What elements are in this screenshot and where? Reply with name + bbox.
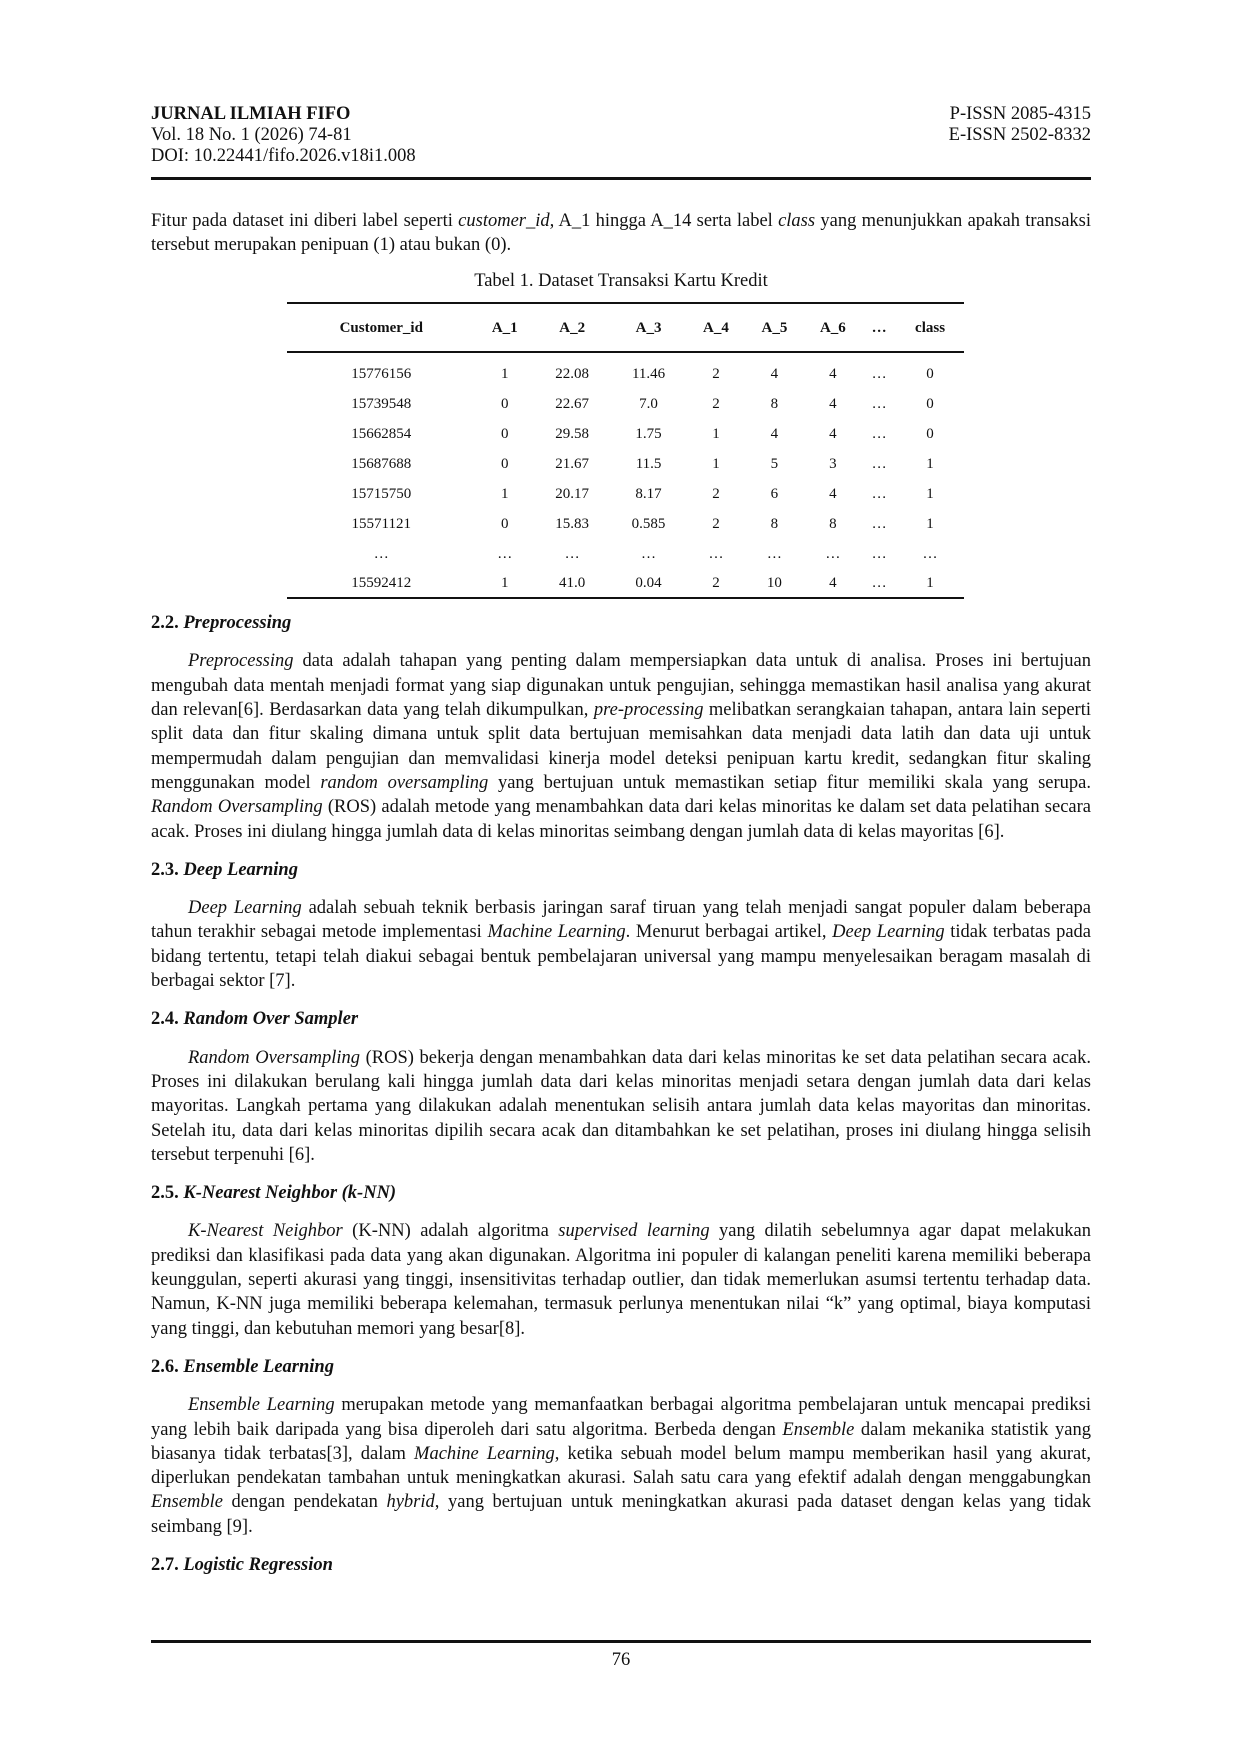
text: Fitur pada dataset ini diberi label seperti: [151, 211, 459, 231]
intro-paragraph: [151, 209, 1091, 258]
table-cell: 20.17: [555, 486, 590, 503]
text: , yang bertujuan untuk meningkatkan akurasi pada dataset dengan kelas yang tidak seimbang [9].: [151, 1492, 1091, 1537]
table-cell: 1: [926, 516, 934, 533]
text: dalam mekanika statistik yang biasanya tidak terbatas[3], dalam: [151, 1419, 1092, 1464]
body-text: [151, 209, 1091, 1591]
text: tidak terbatas pada bidang tertentu, tetapi telah diakui sebagai bentuk pembelajaran universal yang mampu menyelesaikan beragam masalah di berbagai sektor [7].: [151, 922, 1092, 992]
table-cell: 10: [745, 569, 803, 598]
section-heading-2-3: [151, 858, 1091, 882]
text: random oversampling: [320, 772, 489, 793]
text: yang dilatih sebelumnya agar dapat melakukan prediksi dan klasifikasi pada data yang akan digunakan. Algoritma ini populer di kalangan peneliti karena memiliki beberapa keunggulan, seperti akurasi yang tinggi, insensitivitas terhadap outlier, dan tidak memerlukan asumsi tertentu terhadap data. Namun, K-NN juga memiliki beberapa kelemahan, termasuk perlunya menentukan nilai “k” yang optimal, biaya komputasi yang tinggi, dan kebutuhan memori yang besar[8].: [151, 1221, 1091, 1339]
journal-info: [151, 104, 416, 167]
text: customer_id,: [458, 211, 555, 231]
column-header: …: [862, 303, 896, 352]
table-row: [287, 539, 964, 569]
table-cell: …: [373, 546, 389, 563]
table-cell: …: [871, 396, 887, 413]
text: class: [778, 211, 816, 231]
table-cell: 2: [712, 516, 720, 533]
journal-volume: Vol. 18 No. 1 (2026) 74-81: [151, 125, 352, 145]
column-header: A_4: [687, 303, 745, 352]
section-title: Logistic Regression: [183, 1554, 333, 1575]
table-cell: 8: [770, 516, 779, 533]
table-cell: …: [871, 516, 887, 533]
section-title: Deep Learning: [183, 859, 298, 880]
text: A_1 hingga A_14 serta label: [554, 211, 779, 231]
table-row: [287, 419, 964, 449]
text: supervised learning: [558, 1221, 710, 1242]
table-cell: 1: [712, 426, 720, 443]
table-cell: 15715750: [351, 486, 412, 503]
table-cell: 8: [770, 396, 779, 413]
table-cell: 4: [829, 366, 837, 383]
table-row: [287, 569, 964, 598]
text: (ROS) adalah metode yang menambahkan data dari kelas minoritas ke dalam set data pelatihan secara acak. Proses ini diulang hingga jumlah data di kelas minoritas seimbang dengan jumlah data di kelas mayoritas [6].: [151, 797, 1092, 842]
header-rule: [151, 177, 1091, 180]
table-cell: …: [922, 546, 938, 563]
section-number: 2.4.: [151, 1009, 184, 1030]
issn-info: [949, 104, 1091, 146]
text: Machine Learning: [414, 1443, 555, 1464]
table-cell: …: [564, 546, 580, 563]
paragraph-preprocessing: [151, 649, 1091, 843]
text: data adalah tahapan yang penting dalam mempersiapkan data untuk di analisa. Proses ini bertujuan mengubah data mentah menjadi format yang siap digunakan untuk pengujian, sehingga memastikan hasil analisa yang akurat dan relevan[6]. Berdasarkan data yang telah dikumpulkan,: [151, 651, 1091, 721]
section-number: 2.7.: [151, 1554, 184, 1575]
table-cell: 8.17: [635, 486, 662, 503]
table-cell: 15662854: [351, 426, 412, 443]
section-title: K-Nearest Neighbor (k-NN): [183, 1183, 397, 1204]
table-cell: 22.08: [555, 366, 590, 383]
section-title: Ensemble Learning: [183, 1356, 334, 1377]
section-number: 2.3.: [151, 859, 184, 880]
table-cell: …: [708, 546, 724, 563]
table-cell: 11.46: [631, 366, 666, 383]
table-cell: 8: [829, 516, 837, 533]
table-cell: 0: [926, 366, 934, 383]
section-heading-2-4: [151, 1007, 1091, 1031]
table-cell: 21.67: [555, 456, 590, 473]
table-cell: 0.04: [610, 569, 686, 598]
column-header: A_6: [804, 303, 862, 352]
table-cell: 0: [501, 396, 509, 413]
table-cell: 4: [829, 426, 837, 443]
table-cell: …: [862, 569, 896, 598]
table-cell: 15571121: [351, 516, 411, 533]
section-number: 2.2.: [151, 613, 184, 634]
table-cell: 4: [770, 366, 779, 383]
table-cell: …: [871, 456, 887, 473]
text: dengan pendekatan: [222, 1492, 387, 1513]
footer-rule: [151, 1640, 1091, 1643]
text: (K-NN) adalah algoritma: [342, 1221, 559, 1242]
table-cell: 1: [476, 569, 534, 598]
text: yang bertujuan untuk memastikan setiap fitur memiliki skala yang serupa.: [488, 772, 1091, 793]
table-cell: 4: [804, 569, 862, 598]
section-number: 2.6.: [151, 1356, 184, 1377]
column-header: A_3: [610, 303, 686, 352]
section-heading-2-7: [151, 1553, 1091, 1577]
text: K-Nearest Neighbor: [188, 1221, 343, 1242]
table-cell: 0: [501, 426, 509, 443]
text: Preprocessing: [188, 651, 294, 672]
table-row: [287, 509, 964, 539]
section-number: 2.5.: [151, 1183, 184, 1204]
text: Deep Learning: [188, 898, 302, 919]
table-cell: 15687688: [351, 456, 412, 473]
table-cell: 29.58: [555, 426, 590, 443]
table-cell: 15.83: [555, 516, 590, 533]
text: (ROS) bekerja dengan menambahkan data dari kelas minoritas ke set data pelatihan secara acak. Proses ini dilakukan berulang kali hingga jumlah data dari kelas minoritas menjadi setara dengan jumlah data dari kelas mayoritas. Langkah pertama yang dilakukan adalah menentukan selisih antara jumlah data kelas mayoritas dan minoritas. Setelah itu, data dari kelas minoritas dipilih secara acak dan ditambahkan ke set pelatihan, proses ini diulang hingga selisih tersebut terpenuhi [6].: [151, 1047, 1091, 1165]
text: Ensemble Learning: [188, 1395, 335, 1416]
table-cell: 2: [712, 486, 720, 503]
table-row: [287, 389, 964, 419]
paragraph-deep-learning: [151, 896, 1091, 993]
table-cell: …: [871, 366, 887, 383]
table-row: [287, 352, 964, 389]
table-cell: 1: [926, 486, 934, 503]
table-cell: 1: [501, 486, 509, 503]
text: Random Oversampling: [188, 1047, 361, 1068]
table-cell: 15592412: [287, 569, 476, 598]
table-cell: 15776156: [351, 366, 412, 383]
journal-doi: DOI: 10.22441/fifo.2026.v18i1.008: [151, 146, 416, 166]
column-header: A_5: [745, 303, 803, 352]
page-number: 76: [611, 1650, 631, 1670]
table-cell: 1: [712, 456, 720, 473]
table-cell: …: [825, 546, 841, 563]
table-cell: 3: [829, 456, 837, 473]
section-heading-2-6: [151, 1355, 1091, 1379]
text: hybrid: [386, 1492, 435, 1513]
table-cell: 1: [926, 456, 934, 473]
section-title: Preprocessing: [183, 613, 292, 634]
table-cell: 0: [926, 396, 934, 413]
table-row: [287, 479, 964, 509]
text: Ensemble: [151, 1492, 223, 1513]
table-cell: 7.0: [639, 396, 658, 413]
table-cell: 2: [687, 569, 745, 598]
table-cell: 1.75: [635, 426, 662, 443]
text: pre-processing: [593, 700, 704, 721]
table-cell: …: [871, 546, 887, 563]
journal-title: JURNAL ILMIAH FIFO: [151, 104, 351, 124]
column-header: A_2: [534, 303, 610, 352]
table-cell: …: [641, 546, 657, 563]
text: yang menunjukkan apakah transaksi tersebut merupakan penipuan (1) atau bukan (0).: [151, 211, 1091, 256]
table-body: [287, 352, 964, 598]
table-cell: 4: [829, 486, 837, 503]
text: Ensemble: [782, 1419, 855, 1440]
table-cell: 0: [926, 426, 934, 443]
table-cell: 0: [501, 516, 509, 533]
text: melibatkan serangkaian tahapan, antara lain seperti split data dan fitur skaling dimana untuk split data bertujuan memisahkan data menjadi data latih dan data uji untuk mempermudah dalam pengujian dan memvalidasi kinerja model deteksi penipuan kartu kredit, sedangkan fitur skaling menggunakan model: [151, 700, 1091, 793]
table-cell: 2: [712, 366, 720, 383]
table-cell: …: [871, 426, 887, 443]
table-caption: Tabel 1. Dataset Transaksi Kartu Kredit: [474, 270, 768, 291]
table-cell: …: [766, 546, 782, 563]
column-header: class: [896, 303, 964, 352]
column-header: A_1: [476, 303, 534, 352]
table-cell: 15739548: [351, 396, 412, 413]
table-cell: 2: [712, 396, 720, 413]
section-heading-2-2: [151, 611, 1091, 635]
text: Machine Learning: [487, 922, 626, 943]
table-cell: 5: [770, 456, 779, 473]
paragraph-random-over-sampler: [151, 1046, 1091, 1167]
section-heading-2-5: [151, 1181, 1091, 1205]
text: Deep Learning: [832, 922, 945, 943]
text: , ketika sebuah model belum mampu memberikan hasil yang akurat, diperlukan pendekatan tambahan untuk meningkatkan akurasi. Salah satu cara yang efektif adalah dengan menggabungkan: [151, 1443, 1092, 1489]
table-cell: 41.0: [534, 569, 610, 598]
paragraph-knn: [151, 1219, 1091, 1340]
text: . Menurut berbagai artikel,: [625, 922, 833, 943]
table-cell: 11.5: [635, 456, 662, 473]
section-title: Random Over Sampler: [183, 1009, 359, 1030]
table-cell: 6: [770, 486, 779, 503]
table-cell: 0.585: [631, 516, 666, 533]
text: merupakan metode yang memanfaatkan berbagai algoritma pembelajaran untuk mencapai prediksi yang lebih baik daripada yang bisa diperoleh dari satu algoritma. Berbeda dengan: [151, 1395, 1092, 1440]
table-cell: 22.67: [555, 396, 590, 413]
table-cell: 1: [896, 569, 964, 598]
table-cell: 4: [770, 426, 779, 443]
text: adalah sebuah teknik berbasis jaringan saraf tiruan yang telah menjadi sangat populer dalam beberapa tahun terakhir sebagai metode implementasi: [151, 898, 1091, 943]
column-header: Customer_id: [287, 303, 476, 352]
table-cell: 0: [501, 456, 509, 473]
table-cell: 4: [829, 396, 837, 413]
e-issn: E-ISSN 2502-8332: [948, 125, 1091, 145]
table-row: [287, 449, 964, 479]
table-cell: 1: [501, 366, 509, 383]
p-issn: P-ISSN 2085-4315: [949, 104, 1091, 124]
dataset-table: [287, 302, 964, 599]
table-header-row: [287, 303, 964, 352]
table-cell: …: [871, 486, 887, 503]
paragraph-ensemble-learning: [151, 1393, 1091, 1539]
text: Random Oversampling: [151, 797, 323, 818]
table-cell: …: [497, 546, 513, 563]
